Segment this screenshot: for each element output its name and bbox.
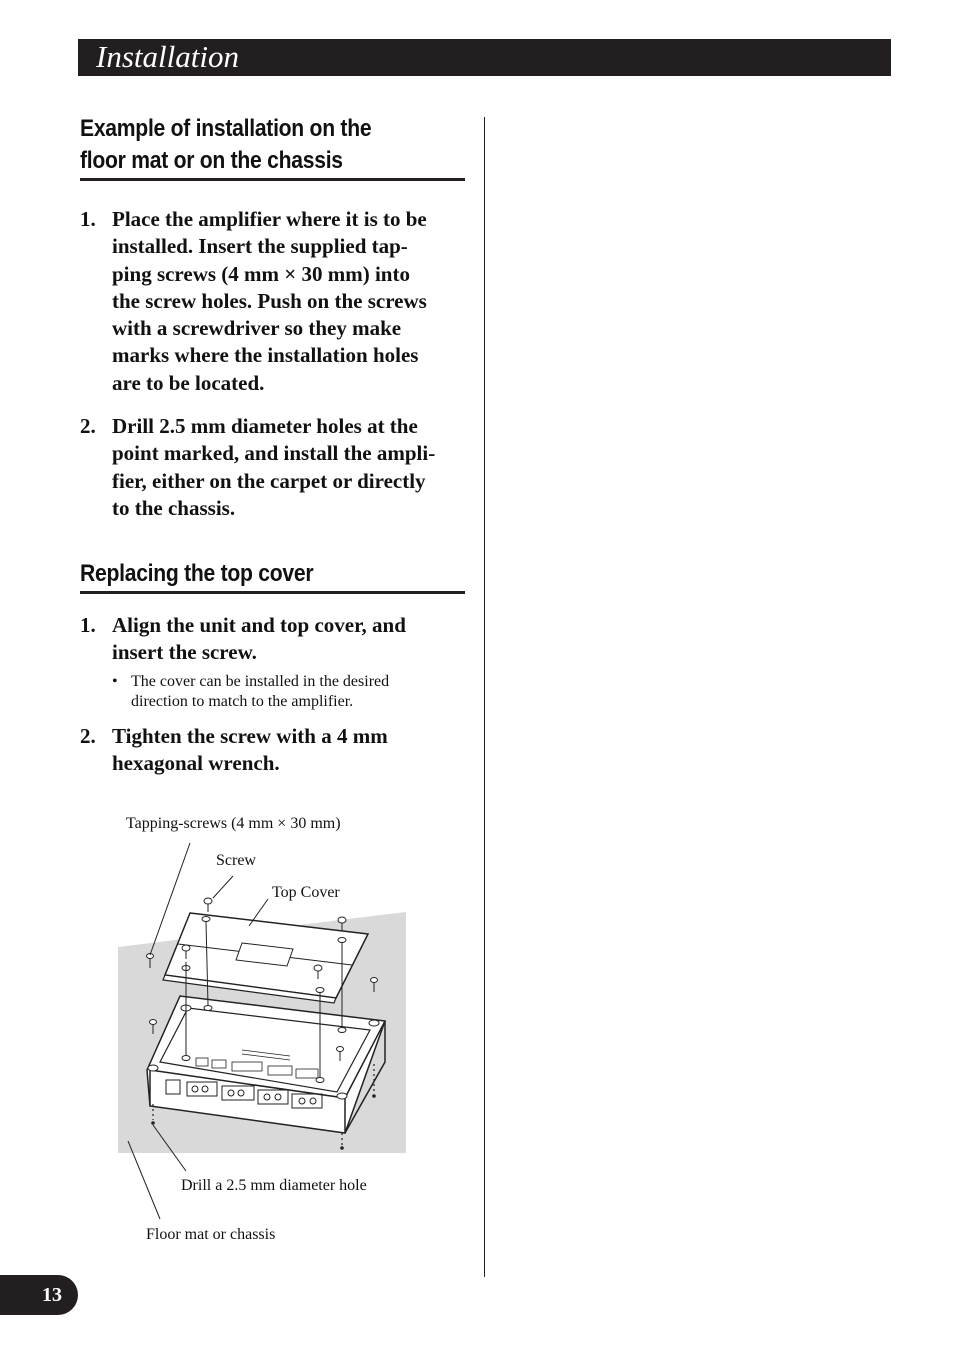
step-number: 1. <box>80 613 96 637</box>
section-heading-floor-installation: Example of installation on the floor mat or on the chassis <box>80 115 372 174</box>
step-number: 2. <box>80 724 96 748</box>
step-text: Place the amplifier where it is to be installed. Insert the supplied tap- ping screws (4 mm × 30 mm) into the screw holes. Push on the screws with a screwdriver so they make marks where the installation holes are to be located. <box>112 207 427 395</box>
label-screw: Screw <box>216 852 256 869</box>
step-text: Align the unit and top cover, and insert the screw. <box>112 613 406 665</box>
label-floor-mat: Floor mat or chassis <box>146 1226 276 1243</box>
label-drill-hole: Drill a 2.5 mm diameter hole <box>181 1177 367 1194</box>
step-number: 2. <box>80 414 96 438</box>
section-heading-top-cover: Replacing the top cover <box>80 560 314 587</box>
page-number: 13 <box>42 1284 62 1306</box>
page-title: Installation <box>96 39 239 74</box>
page-number-tab <box>0 1275 78 1315</box>
bullet-text: The cover can be installed in the desired direction to match to the amplifier. <box>131 673 390 710</box>
step-text: Tighten the screw with a 4 mm hexagonal wrench. <box>112 724 388 776</box>
bullet-icon: • <box>112 673 118 690</box>
label-top-cover: Top Cover <box>272 884 340 901</box>
label-tapping-screws: Tapping-screws (4 mm × 30 mm) <box>126 815 341 832</box>
step-text: Drill 2.5 mm diameter holes at the point marked, and install the ampli- fier, either on the carpet or directly to the chassis. <box>112 414 436 520</box>
step-number: 1. <box>80 207 96 231</box>
